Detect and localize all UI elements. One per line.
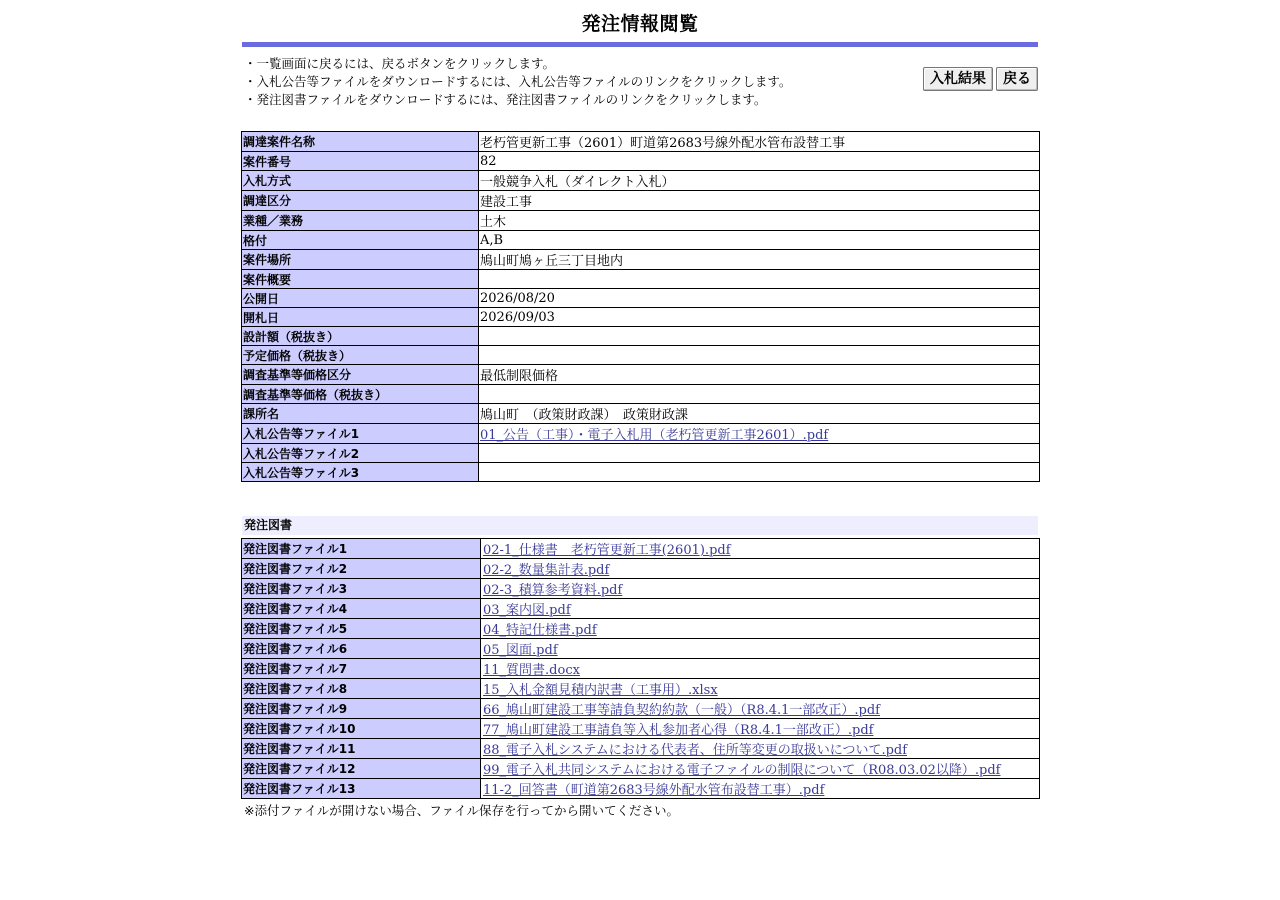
document-cell xyxy=(481,559,1040,579)
document-label: 発注図書ファイル13 xyxy=(242,779,481,799)
field-value: 82 xyxy=(479,152,1040,171)
file-label: 入札公告等ファイル1 xyxy=(242,424,479,444)
field-label: 開札日 xyxy=(242,308,479,327)
table-row xyxy=(242,404,1040,424)
field-label: 予定価格（税抜き） xyxy=(242,346,479,365)
document-label: 発注図書ファイル7 xyxy=(242,659,481,679)
document-label: 発注図書ファイル1 xyxy=(242,539,481,559)
documents-section-title: 発注図書 xyxy=(242,516,1038,535)
table-row xyxy=(242,346,1040,365)
field-value xyxy=(479,327,1040,346)
info-area xyxy=(242,47,1038,117)
document-label: 発注図書ファイル5 xyxy=(242,619,481,639)
document-label: 発注図書ファイル2 xyxy=(242,559,481,579)
action-buttons xyxy=(923,67,1038,91)
document-cell xyxy=(481,659,1040,679)
document-cell xyxy=(481,599,1040,619)
page-container xyxy=(242,0,1038,820)
table-row xyxy=(242,424,1040,444)
document-cell xyxy=(481,679,1040,699)
instructions xyxy=(244,55,791,109)
field-label: 調達区分 xyxy=(242,191,479,211)
table-row xyxy=(242,699,1040,719)
table-row xyxy=(242,365,1040,385)
table-row xyxy=(242,191,1040,211)
table-row xyxy=(242,719,1040,739)
table-row xyxy=(242,599,1040,619)
field-value: 2026/08/20 xyxy=(479,289,1040,308)
field-value: 2026/09/03 xyxy=(479,308,1040,327)
table-row xyxy=(242,679,1040,699)
instruction-line: ・発注図書ファイルをダウンロードするには、発注図書ファイルのリンクをクリックします。 xyxy=(244,92,767,107)
table-row xyxy=(242,739,1040,759)
table-row xyxy=(242,579,1040,599)
field-label: 設計額（税抜き） xyxy=(242,327,479,346)
document-file-link[interactable]: 04_特記仕様書.pdf xyxy=(483,623,597,638)
page-title: 発注情報閲覧 xyxy=(581,13,699,35)
table-row xyxy=(242,270,1040,289)
document-label: 発注図書ファイル6 xyxy=(242,639,481,659)
table-row xyxy=(242,327,1040,346)
table-row xyxy=(242,639,1040,659)
field-label: 案件番号 xyxy=(242,152,479,171)
table-row xyxy=(242,759,1040,779)
document-label: 発注図書ファイル3 xyxy=(242,579,481,599)
table-row xyxy=(242,385,1040,404)
document-cell xyxy=(481,779,1040,799)
document-cell xyxy=(481,579,1040,599)
field-value xyxy=(479,270,1040,289)
field-value: 最低制限価格 xyxy=(479,365,1040,385)
document-file-link[interactable]: 15_入札金額見積内訳書（工事用）.xlsx xyxy=(483,683,718,698)
document-cell xyxy=(481,719,1040,739)
field-value: 建設工事 xyxy=(479,191,1040,211)
table-row xyxy=(242,559,1040,579)
document-cell xyxy=(481,539,1040,559)
document-file-link[interactable]: 77_鳩山町建設工事請負等入札参加者心得（R8.4.1一部改正）.pdf xyxy=(483,723,874,738)
table-row xyxy=(242,779,1040,799)
document-label: 発注図書ファイル11 xyxy=(242,739,481,759)
table-row xyxy=(242,152,1040,171)
table-row xyxy=(242,171,1040,191)
document-file-link[interactable]: 11-2_回答書（町道第2683号線外配水管布設替工事）.pdf xyxy=(483,783,825,798)
document-label: 発注図書ファイル10 xyxy=(242,719,481,739)
field-value: A,B xyxy=(479,231,1040,250)
footnote: ※添付ファイルが開けない場合、ファイル保存を行ってから開いてください。 xyxy=(244,803,679,818)
documents-table xyxy=(241,538,1040,799)
field-value xyxy=(479,385,1040,404)
table-row xyxy=(242,211,1040,231)
document-cell xyxy=(481,699,1040,719)
field-label: 課所名 xyxy=(242,404,479,424)
instruction-line: ・一覧画面に戻るには、戻るボタンをクリックします。 xyxy=(244,56,556,71)
document-label: 発注図書ファイル4 xyxy=(242,599,481,619)
field-label: 入札方式 xyxy=(242,171,479,191)
document-cell xyxy=(481,759,1040,779)
table-row xyxy=(242,619,1040,639)
field-label: 業種／業務 xyxy=(242,211,479,231)
details-table xyxy=(241,131,1040,482)
table-row xyxy=(242,289,1040,308)
document-cell xyxy=(481,619,1040,639)
document-file-link[interactable]: 02-2_数量集計表.pdf xyxy=(483,563,610,578)
field-value: 鳩山町鳩ヶ丘三丁目地内 xyxy=(479,250,1040,270)
field-label: 格付 xyxy=(242,231,479,250)
table-row xyxy=(242,231,1040,250)
field-label: 調達案件名称 xyxy=(242,132,479,152)
field-label: 案件場所 xyxy=(242,250,479,270)
field-label: 調査基準等価格区分 xyxy=(242,365,479,385)
document-file-link[interactable]: 03_案内図.pdf xyxy=(483,603,571,618)
file-label: 入札公告等ファイル2 xyxy=(242,444,479,463)
document-file-link[interactable]: 11_質問書.docx xyxy=(483,663,580,678)
field-label: 公開日 xyxy=(242,289,479,308)
table-row xyxy=(242,539,1040,559)
file-cell xyxy=(479,463,1040,482)
notice-file-link[interactable]: 01_公告（工事）・電子入札用（老朽管更新工事2601）.pdf xyxy=(480,428,829,443)
table-row xyxy=(242,444,1040,463)
table-row xyxy=(242,132,1040,152)
field-label: 調査基準等価格（税抜き） xyxy=(242,385,479,404)
field-value: 老朽管更新工事（2601）町道第2683号線外配水管布設替工事 xyxy=(479,132,1040,152)
file-cell xyxy=(479,424,1040,444)
back-button[interactable]: 戻る xyxy=(996,67,1038,91)
field-value xyxy=(479,346,1040,365)
field-label: 案件概要 xyxy=(242,270,479,289)
table-row xyxy=(242,250,1040,270)
file-cell xyxy=(479,444,1040,463)
document-label: 発注図書ファイル9 xyxy=(242,699,481,719)
document-cell xyxy=(481,639,1040,659)
table-row xyxy=(242,308,1040,327)
document-file-link[interactable]: 02-3_積算参考資料.pdf xyxy=(483,583,623,598)
field-value: 土木 xyxy=(479,211,1040,231)
field-value: 一般競争入札（ダイレクト入札） xyxy=(479,171,1040,191)
field-value: 鳩山町 （政策財政課） 政策財政課 xyxy=(479,404,1040,424)
document-file-link[interactable]: 02-1_仕様書 老朽管更新工事(2601).pdf xyxy=(483,543,731,558)
bid-result-button[interactable]: 入札結果 xyxy=(923,67,993,91)
document-file-link[interactable]: 66_鳩山町建設工事等請負契約約款（一般）（R8.4.1一部改正）.pdf xyxy=(483,703,880,718)
document-label: 発注図書ファイル8 xyxy=(242,679,481,699)
instruction-line: ・入札公告等ファイルをダウンロードするには、入札公告等ファイルのリンクをクリックします。 xyxy=(244,74,792,89)
table-row xyxy=(242,463,1040,482)
document-file-link[interactable]: 05_図面.pdf xyxy=(483,643,558,658)
table-row xyxy=(242,659,1040,679)
file-label: 入札公告等ファイル3 xyxy=(242,463,479,482)
document-label: 発注図書ファイル12 xyxy=(242,759,481,779)
document-cell xyxy=(481,739,1040,759)
document-file-link[interactable]: 99_電子入札共同システムにおける電子ファイルの制限について（R08.03.02以降）.pdf xyxy=(483,763,1001,778)
document-file-link[interactable]: 88_電子入札システムにおける代表者、住所等変更の取扱いについて.pdf xyxy=(483,743,908,758)
